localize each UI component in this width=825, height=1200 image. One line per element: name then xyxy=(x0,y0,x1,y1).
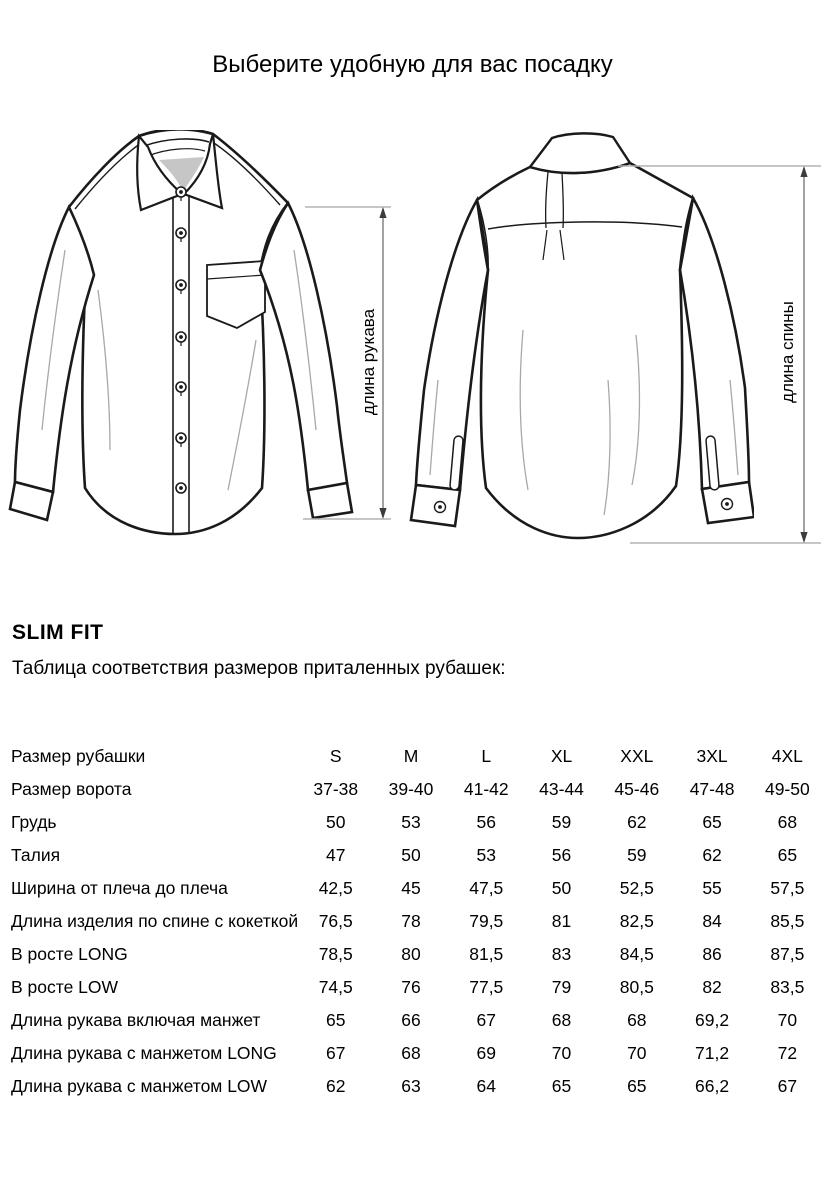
size-value-cell: 82,5 xyxy=(619,911,654,931)
size-value-cell: 47,5 xyxy=(469,878,504,898)
size-table-body xyxy=(11,740,825,1103)
size-value-cell: 42,5 xyxy=(318,878,353,898)
table-row xyxy=(11,872,825,905)
size-value-cell: 80,5 xyxy=(619,977,654,997)
size-value-cell: 68 xyxy=(551,1010,572,1030)
size-value-cell: 79,5 xyxy=(469,911,504,931)
size-value-cell: 83,5 xyxy=(770,977,805,997)
size-value-cell: 78,5 xyxy=(318,944,353,964)
size-value-cell: 70 xyxy=(627,1043,647,1063)
size-value-cell: 65 xyxy=(551,1076,572,1096)
size-value-cell: 56 xyxy=(476,812,496,832)
size-value-cell: 72 xyxy=(777,1043,798,1063)
size-value-cell: 50 xyxy=(551,878,572,898)
fit-subtitle: Таблица соответствия размеров приталенных рубашек: xyxy=(12,658,506,679)
size-value-cell: 45 xyxy=(401,878,421,898)
table-row xyxy=(11,806,825,839)
size-value-cell: 59 xyxy=(627,845,647,865)
size-value-cell: 84,5 xyxy=(619,944,654,964)
size-value-cell: 62 xyxy=(627,812,647,832)
size-value-cell: 80 xyxy=(401,944,421,964)
size-value-cell: 3XL xyxy=(696,746,728,766)
size-value-cell: 79 xyxy=(551,977,572,997)
size-value-cell: 45-46 xyxy=(614,779,660,799)
size-value-cell: 66 xyxy=(401,1010,421,1030)
size-value-cell: 67 xyxy=(476,1010,496,1030)
size-value-cell: 85,5 xyxy=(770,911,805,931)
size-value-cell: 4XL xyxy=(771,746,803,766)
table-row xyxy=(11,1037,825,1070)
size-value-cell: 50 xyxy=(401,845,421,865)
size-value-cell: 87,5 xyxy=(770,944,805,964)
size-value-cell: XL xyxy=(550,746,573,766)
size-value-cell: 83 xyxy=(551,944,572,964)
size-value-cell: 52,5 xyxy=(619,878,654,898)
size-value-cell: 50 xyxy=(326,812,346,832)
size-value-cell: 62 xyxy=(326,1076,346,1096)
size-value-cell: 65 xyxy=(702,812,722,832)
size-value-cell: 49-50 xyxy=(764,779,810,799)
page-title: Выберите удобную для вас посадку xyxy=(212,51,613,78)
size-value-cell: 41-42 xyxy=(463,779,509,799)
size-value-cell: 67 xyxy=(326,1043,346,1063)
size-value-cell: 68 xyxy=(627,1010,647,1030)
size-value-cell: 71,2 xyxy=(695,1043,730,1063)
shirt-diagram xyxy=(0,130,825,572)
row-label: В росте LONG xyxy=(11,944,128,964)
table-row xyxy=(11,740,825,773)
row-label: Длина рукава включая манжет xyxy=(11,1010,261,1030)
row-label: Грудь xyxy=(11,812,57,832)
size-value-cell: 57,5 xyxy=(770,878,805,898)
table-row xyxy=(11,773,825,806)
size-value-cell: 84 xyxy=(702,911,722,931)
row-label: Длина рукава с манжетом LOW xyxy=(11,1076,268,1096)
table-row xyxy=(11,1004,825,1037)
size-value-cell: 67 xyxy=(777,1076,798,1096)
table-row xyxy=(11,971,825,1004)
size-value-cell: 43-44 xyxy=(539,779,584,799)
size-value-cell: 53 xyxy=(476,845,496,865)
size-value-cell: 53 xyxy=(401,812,421,832)
size-value-cell: 70 xyxy=(777,1010,798,1030)
row-label: Ширина от плеча до плеча xyxy=(11,878,228,898)
sleeve-length-label: длина рукава xyxy=(359,308,378,416)
size-table xyxy=(11,740,825,1103)
size-value-cell: 74,5 xyxy=(318,977,353,997)
row-label: Длина изделия по спине с кокеткой xyxy=(11,911,299,931)
size-value-cell: L xyxy=(481,746,492,766)
size-value-cell: 63 xyxy=(401,1076,421,1096)
table-row xyxy=(11,1070,825,1103)
size-value-cell: 37-38 xyxy=(313,779,359,799)
table-row xyxy=(11,839,825,872)
size-value-cell: 64 xyxy=(476,1076,496,1096)
row-label: Талия xyxy=(11,845,61,865)
table-row xyxy=(11,905,825,938)
size-value-cell: 78 xyxy=(401,911,421,931)
size-value-cell: 76,5 xyxy=(318,911,353,931)
size-value-cell: 81,5 xyxy=(469,944,504,964)
size-value-cell: 55 xyxy=(702,878,722,898)
size-value-cell: 82 xyxy=(702,977,722,997)
dimension-lines xyxy=(0,130,825,572)
size-value-cell: 62 xyxy=(702,845,722,865)
size-value-cell: 77,5 xyxy=(469,977,504,997)
size-value-cell: 59 xyxy=(551,812,572,832)
size-value-cell: 69,2 xyxy=(695,1010,730,1030)
size-value-cell: 81 xyxy=(551,911,572,931)
size-value-cell: S xyxy=(329,746,342,766)
size-value-cell: 86 xyxy=(702,944,722,964)
table-row xyxy=(11,938,825,971)
back-length-label: длина спины xyxy=(778,301,797,403)
size-value-cell: M xyxy=(403,746,419,766)
fit-heading: SLIM FIT xyxy=(12,621,104,644)
row-label: В росте LOW xyxy=(11,977,119,997)
size-value-cell: 39-40 xyxy=(388,779,434,799)
size-value-cell: 68 xyxy=(401,1043,421,1063)
size-value-cell: 70 xyxy=(551,1043,572,1063)
size-value-cell: 76 xyxy=(401,977,421,997)
size-value-cell: 65 xyxy=(326,1010,346,1030)
row-label: Размер ворота xyxy=(11,779,132,799)
size-value-cell: XXL xyxy=(620,746,654,766)
size-value-cell: 69 xyxy=(476,1043,496,1063)
size-value-cell: 66,2 xyxy=(695,1076,730,1096)
size-value-cell: 47 xyxy=(326,845,346,865)
size-value-cell: 65 xyxy=(627,1076,647,1096)
size-value-cell: 65 xyxy=(777,845,798,865)
size-value-cell: 68 xyxy=(777,812,798,832)
row-label: Размер рубашки xyxy=(11,746,146,766)
row-label: Длина рукава с манжетом LONG xyxy=(11,1043,277,1063)
size-value-cell: 47-48 xyxy=(689,779,735,799)
size-value-cell: 56 xyxy=(551,845,572,865)
